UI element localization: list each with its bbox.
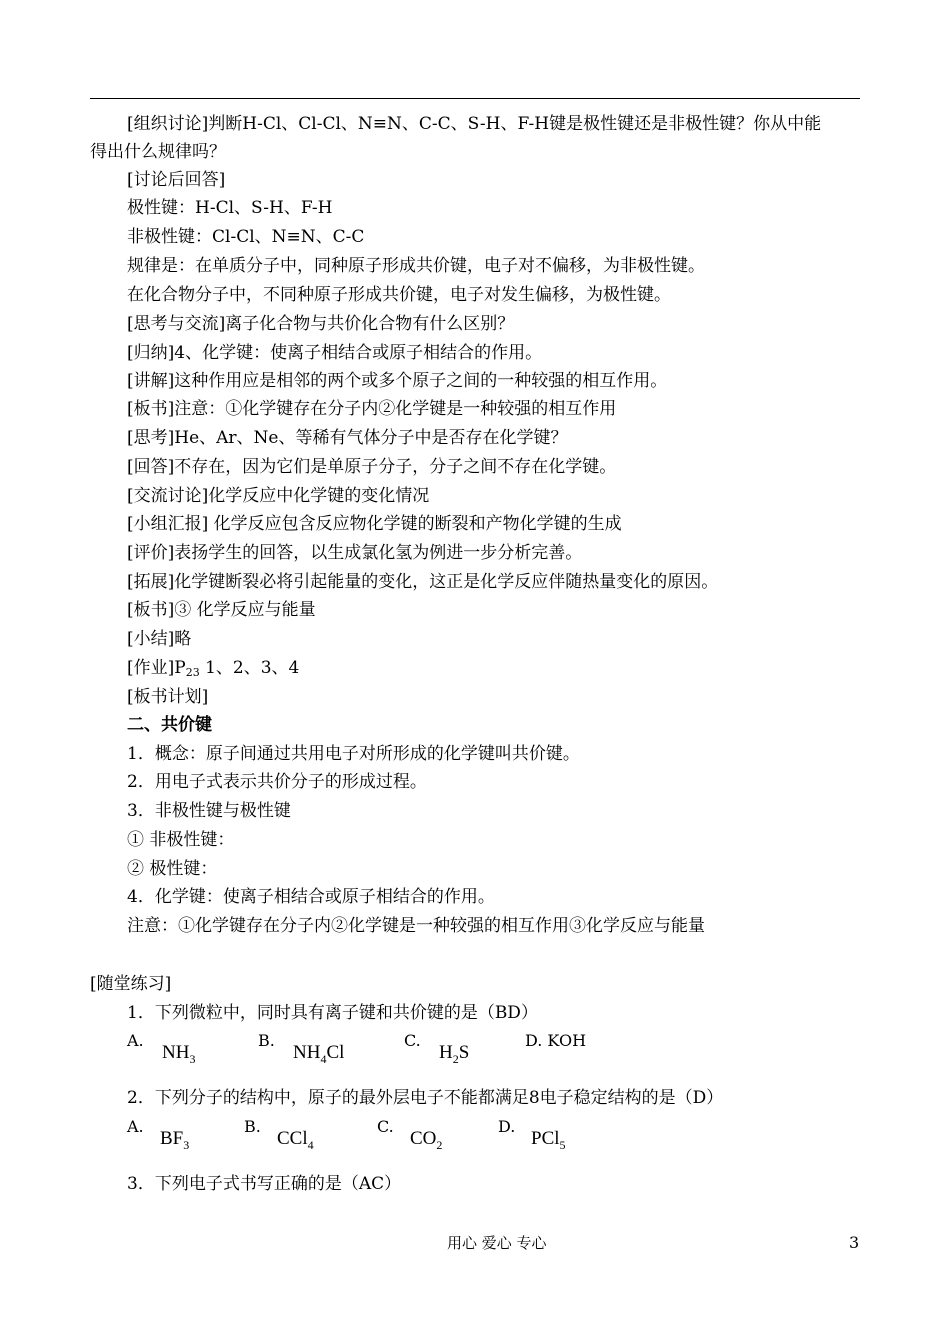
text-line: 在化合物分子中，不同种原子形成共价键，电子对发生偏移，为极性键。 [127,285,671,305]
plan-item: 1．概念：原子间通过共用电子对所形成的化学键叫共价键。 [127,744,580,764]
text-line: 非极性键：Cl-Cl、N≡N、C-C [127,227,365,247]
plan-title: [板书计划] [127,687,209,707]
text-line: [思考]He、Ar、Ne、等稀有气体分子中是否存在化学键？ [127,428,568,448]
option-letter: B. [258,1031,275,1050]
option-letter: C. [377,1117,394,1136]
text-line: [组织讨论]判断H-Cl、Cl-Cl、N≡N、C-C、S-H、F-H键是极性键还是非极性键？你从中能 [127,114,822,134]
option-letter: D. KOH [525,1031,587,1050]
page-number: 3 [849,1233,860,1252]
header-rule [90,98,860,99]
text-line: [思考与交流]离子化合物与共价化合物有什么区别？ [127,314,515,334]
text-line: [小组汇报] 化学反应包含反应物化学键的断裂和产物化学键的生成 [127,514,622,534]
plan-item: 2．用电子式表示共价分子的形成过程。 [127,772,427,792]
option-letter: B. [244,1117,261,1136]
option-formula: CCl$_4$ [277,1128,314,1152]
text-line: 得出什么规律吗？ [90,142,226,162]
plan-item: ① 非极性键： [127,830,235,850]
text-line: [拓展]化学键断裂必将引起能量的变化，这正是化学反应伴随热量变化的原因。 [127,572,719,592]
option-formula: $BF_3$ [160,1128,190,1152]
text-line: 极性键：H-Cl、S-H、F-H [127,198,333,218]
option-formula: $NH_3$ [162,1042,196,1066]
text-line: [板书]注意：①化学键存在分子内②化学键是一种较强的相互作用 [127,399,617,419]
option-formula: PCl$_5$ [531,1128,566,1152]
practice-title: [随堂练习] [90,974,172,994]
homework-prefix: [作业]P [127,658,186,678]
plan-item: 3．非极性键与极性键 [127,801,291,821]
option-formula: $CO_2$ [410,1128,443,1152]
option-letter: C. [404,1031,421,1050]
homework-line [127,657,299,684]
plan-heading: 二、共价键 [127,715,212,735]
question-1-text: 1．下列微粒中，同时具有离子键和共价键的是（BD） [127,1003,538,1023]
text-line: [交流讨论]化学反应中化学键的变化情况 [127,486,430,506]
text-line: [回答]不存在，因为它们是单原子分子，分子之间不存在化学键。 [127,457,617,477]
homework-suffix: 1、2、3、4 [199,658,300,678]
option-letter: D. [498,1117,516,1136]
plan-item: 注意：①化学键存在分子内②化学键是一种较强的相互作用③化学反应与能量 [127,916,705,936]
option-formula: $NH_4Cl$ [293,1042,345,1066]
text-line: 规律是：在单质分子中，同种原子形成共价键，电子对不偏移，为非极性键。 [127,256,705,276]
option-letter: A. [127,1117,144,1136]
option-letter: A. [127,1031,144,1050]
footer-motto: 用心 爱心 专心 [447,1234,547,1252]
text-line: [小结]略 [127,629,192,649]
option-formula: $H_2S$ [439,1042,470,1066]
plan-item: 4．化学键：使离子相结合或原子相结合的作用。 [127,887,495,907]
text-line: [评价]表扬学生的回答，以生成氯化氢为例进一步分析完善。 [127,543,583,563]
text-line: [讨论后回答] [127,170,226,190]
text-line: [讲解]这种作用应是相邻的两个或多个原子之间的一种较强的相互作用。 [127,371,668,391]
plan-item: ② 极性键： [127,859,218,879]
question-2-text: 2．下列分子的结构中，原子的最外层电子不能都满足8电子稳定结构的是（D） [127,1088,724,1108]
text-line: [板书]③ 化学反应与能量 [127,600,316,620]
text-line: [归纳]4、化学键：使离子相结合或原子相结合的作用。 [127,343,543,363]
question-3-text: 3．下列电子式书写正确的是（AC） [127,1174,402,1194]
homework-page-sub: 23 [185,666,200,679]
